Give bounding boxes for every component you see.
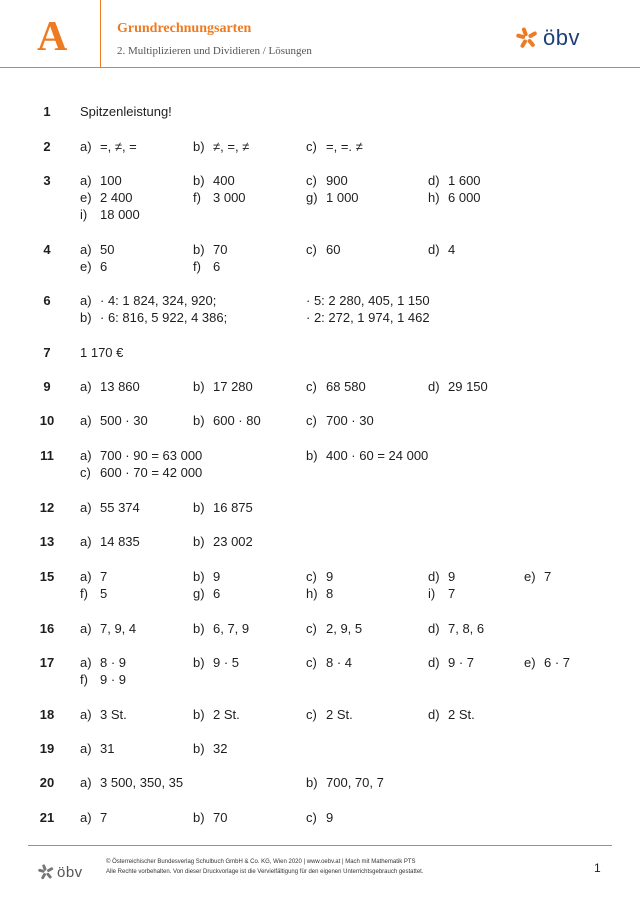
answer-value: 3 000 bbox=[213, 190, 246, 205]
answer-cell bbox=[306, 448, 428, 463]
answer-value: 7, 8, 6 bbox=[448, 621, 485, 636]
page-number: 1 bbox=[594, 861, 601, 875]
answer-cell bbox=[428, 621, 484, 636]
answer-value: 50 bbox=[100, 242, 115, 257]
answer-value: · 5: 2 280, 405, 1 150 bbox=[306, 293, 430, 308]
task-number: 9 bbox=[43, 379, 51, 394]
answer-label: e) bbox=[524, 655, 536, 670]
answer-cell bbox=[193, 139, 249, 154]
solution-line bbox=[80, 190, 620, 207]
answer-cell bbox=[306, 707, 353, 722]
task-number: 16 bbox=[39, 621, 55, 636]
logo-text: öbv bbox=[543, 25, 580, 50]
answer-cell bbox=[193, 569, 220, 584]
answer-value: 31 bbox=[100, 741, 115, 756]
answer-value: 2, 9, 5 bbox=[326, 621, 363, 636]
answer-value: =, ≠, = bbox=[100, 139, 137, 154]
task-number: 3 bbox=[43, 173, 51, 188]
answer-value: 700 · 30 bbox=[326, 413, 374, 428]
answer-value: 68 580 bbox=[326, 379, 366, 394]
answer-label: a) bbox=[80, 173, 92, 188]
answer-value: 1 000 bbox=[326, 190, 359, 205]
answer-value: 7, 9, 4 bbox=[100, 621, 137, 636]
answer-label: f) bbox=[193, 190, 201, 205]
answer-label: a) bbox=[80, 569, 92, 584]
answer-label: a) bbox=[80, 775, 92, 790]
answer-cell bbox=[80, 207, 140, 222]
answer-cell bbox=[306, 810, 333, 825]
answer-label: b) bbox=[193, 379, 205, 394]
answer-cell bbox=[80, 621, 136, 636]
answer-cell bbox=[80, 259, 107, 274]
answer-cell bbox=[80, 413, 148, 428]
page-subtitle: 2. Multiplizieren und Dividieren / Lösungen bbox=[117, 45, 312, 57]
answer-label: d) bbox=[428, 707, 440, 722]
answer-value: 7 bbox=[100, 569, 108, 584]
solution-line bbox=[80, 672, 620, 689]
answer-cell bbox=[524, 569, 551, 584]
task-number: 7 bbox=[43, 345, 51, 360]
answer-label: b) bbox=[193, 655, 205, 670]
chapter-letter: A bbox=[37, 14, 68, 60]
answer-value: 9 · 5 bbox=[213, 655, 240, 670]
answer-value: 900 bbox=[326, 173, 348, 188]
answer-value: 600 · 80 bbox=[213, 413, 261, 428]
solution-line bbox=[80, 569, 620, 586]
answer-value: 6, 7, 9 bbox=[213, 621, 250, 636]
answer-cell bbox=[193, 190, 246, 205]
answer-cell bbox=[80, 569, 107, 584]
answer-label: i) bbox=[80, 207, 88, 222]
answer-cell bbox=[80, 810, 107, 825]
answer-cell bbox=[428, 242, 455, 257]
solution-line bbox=[80, 741, 620, 758]
answer-value: 9 · 9 bbox=[100, 672, 127, 687]
answer-cell bbox=[306, 775, 384, 790]
answer-label: a) bbox=[80, 534, 92, 549]
task-number: 2 bbox=[43, 139, 51, 154]
answer-label: a) bbox=[80, 379, 92, 394]
answer-label: b) bbox=[193, 500, 205, 515]
solution-line bbox=[80, 242, 620, 259]
answer-label: b) bbox=[193, 534, 205, 549]
answer-cell bbox=[193, 379, 253, 394]
answer-label: c) bbox=[306, 379, 317, 394]
answer-value: 2 St. bbox=[448, 707, 475, 722]
task-number: 10 bbox=[39, 413, 55, 428]
answer-value: 2 400 bbox=[100, 190, 133, 205]
answer-cell bbox=[193, 413, 261, 428]
answer-value: 9 bbox=[213, 569, 221, 584]
answer-label: b) bbox=[80, 310, 92, 325]
answer-cell bbox=[428, 379, 488, 394]
answer-label: c) bbox=[306, 707, 317, 722]
answer-cell bbox=[306, 310, 430, 325]
answer-cell bbox=[80, 379, 140, 394]
solution-line bbox=[80, 259, 620, 276]
footer-rule bbox=[28, 845, 612, 846]
rights-line: Alle Rechte vorbehalten. Von dieser Druckvorlage ist die Vervielfältigung für den eigenen Unterrichtsgebrauch gestattet. bbox=[106, 869, 424, 875]
answer-cell bbox=[306, 569, 333, 584]
solution-line bbox=[80, 293, 620, 310]
solution-line bbox=[80, 207, 620, 224]
footer-logo-text: öbv bbox=[57, 863, 83, 881]
solution-line bbox=[80, 465, 620, 482]
answer-label: f) bbox=[80, 586, 88, 601]
task-number: 20 bbox=[39, 775, 55, 790]
answer-cell bbox=[80, 707, 127, 722]
answer-cell bbox=[306, 655, 352, 670]
answer-label: b) bbox=[193, 413, 205, 428]
answer-value: 5 bbox=[100, 586, 108, 601]
answer-cell bbox=[428, 707, 475, 722]
answer-cell bbox=[193, 621, 249, 636]
answer-cell bbox=[193, 586, 220, 601]
answer-cell bbox=[193, 534, 253, 549]
answer-value: 600 · 70 = 42 000 bbox=[100, 465, 203, 480]
answer-value: 8 · 4 bbox=[326, 655, 353, 670]
solution-line bbox=[80, 586, 620, 603]
answer-value: 70 bbox=[213, 242, 228, 257]
answer-label: c) bbox=[306, 173, 317, 188]
answer-value: 60 bbox=[326, 242, 341, 257]
answer-value: 6 bbox=[213, 586, 221, 601]
answer-cell bbox=[80, 104, 172, 119]
answer-label: b) bbox=[193, 173, 205, 188]
answer-label: a) bbox=[80, 655, 92, 670]
solution-line bbox=[80, 310, 620, 327]
answer-label: b) bbox=[193, 741, 205, 756]
answer-value: 9 bbox=[326, 810, 334, 825]
answer-value: · 2: 272, 1 974, 1 462 bbox=[306, 310, 430, 325]
answer-cell bbox=[428, 173, 481, 188]
answer-value: =, =. ≠ bbox=[326, 139, 363, 154]
task-number: 11 bbox=[40, 448, 54, 463]
answer-cell bbox=[193, 655, 239, 670]
task-number: 19 bbox=[39, 741, 55, 756]
answer-cell bbox=[306, 242, 340, 257]
answer-label: c) bbox=[306, 139, 317, 154]
task-number: 12 bbox=[39, 500, 55, 515]
answer-cell bbox=[80, 242, 114, 257]
answer-cell bbox=[306, 621, 362, 636]
answer-cell bbox=[428, 190, 481, 205]
answer-label: i) bbox=[428, 586, 436, 601]
answer-label: e) bbox=[80, 259, 92, 274]
answer-cell bbox=[80, 293, 216, 308]
answer-label: a) bbox=[80, 810, 92, 825]
answer-label: b) bbox=[306, 775, 318, 790]
answer-value: · 6: 816, 5 922, 4 386; bbox=[100, 310, 228, 325]
solution-line bbox=[80, 448, 620, 465]
answer-value: ≠, =, ≠ bbox=[213, 139, 250, 154]
answer-label: a) bbox=[80, 500, 92, 515]
answer-value: 500 · 30 bbox=[100, 413, 148, 428]
answer-value: 4 bbox=[448, 242, 456, 257]
header-rule bbox=[0, 67, 640, 68]
answer-cell bbox=[80, 741, 114, 756]
task-number: 18 bbox=[39, 707, 55, 722]
answer-cell bbox=[428, 586, 455, 601]
answer-cell bbox=[524, 655, 570, 670]
answer-label: a) bbox=[80, 139, 92, 154]
answer-label: a) bbox=[80, 413, 92, 428]
answer-label: d) bbox=[428, 242, 440, 257]
page-footer bbox=[0, 845, 640, 905]
answer-value: 16 875 bbox=[213, 500, 253, 515]
answer-cell bbox=[193, 500, 253, 515]
solution-line bbox=[80, 173, 620, 190]
answer-label: c) bbox=[80, 465, 91, 480]
answer-value: 700 · 90 = 63 000 bbox=[100, 448, 203, 463]
solution-line bbox=[80, 775, 620, 792]
solution-line bbox=[80, 534, 620, 551]
answer-cell bbox=[80, 310, 227, 325]
answer-cell bbox=[306, 190, 359, 205]
answer-value: 8 bbox=[326, 586, 334, 601]
answer-cell bbox=[80, 534, 140, 549]
solution-line bbox=[80, 500, 620, 517]
answer-cell bbox=[193, 173, 235, 188]
task-number: 6 bbox=[43, 293, 51, 308]
answer-label: f) bbox=[80, 672, 88, 687]
answer-cell bbox=[80, 672, 126, 687]
answer-value: 1 170 € bbox=[80, 345, 124, 360]
asterisk-logo-icon bbox=[38, 864, 54, 880]
solution-line bbox=[80, 139, 620, 156]
answer-value: 2 St. bbox=[326, 707, 353, 722]
task-number: 13 bbox=[39, 534, 55, 549]
header-divider-vertical bbox=[100, 0, 101, 68]
answer-label: c) bbox=[306, 621, 317, 636]
answer-value: 3 500, 350, 35 bbox=[100, 775, 184, 790]
answer-value: 23 002 bbox=[213, 534, 253, 549]
answer-value: 8 · 9 bbox=[100, 655, 127, 670]
answer-cell bbox=[80, 465, 202, 480]
solution-line bbox=[80, 707, 620, 724]
task-number: 15 bbox=[39, 569, 55, 584]
answer-label: h) bbox=[428, 190, 440, 205]
answer-label: d) bbox=[428, 569, 440, 584]
answer-label: a) bbox=[80, 741, 92, 756]
answer-label: d) bbox=[428, 173, 440, 188]
answer-label: c) bbox=[306, 810, 317, 825]
answer-value: 70 bbox=[213, 810, 228, 825]
answer-cell bbox=[306, 293, 430, 308]
answer-value: 2 St. bbox=[213, 707, 240, 722]
answer-cell bbox=[193, 741, 227, 756]
answer-label: e) bbox=[524, 569, 536, 584]
answer-value: 100 bbox=[100, 173, 122, 188]
answer-cell bbox=[428, 569, 455, 584]
solution-line bbox=[80, 413, 620, 430]
answer-label: c) bbox=[306, 413, 317, 428]
answer-value: 9 · 7 bbox=[448, 655, 475, 670]
answer-label: a) bbox=[80, 707, 92, 722]
answer-cell bbox=[80, 775, 183, 790]
answer-cell bbox=[80, 173, 122, 188]
answer-value: 700, 70, 7 bbox=[326, 775, 384, 790]
copyright-line: © Österreichischer Bundesverlag Schulbuch GmbH & Co. KG, Wien 2020 | www.oebv.at | Mach mit Mathematik PTS bbox=[106, 859, 416, 865]
page-title: Grundrechnungsarten bbox=[117, 21, 252, 36]
answer-label: b) bbox=[193, 621, 205, 636]
answer-label: a) bbox=[80, 621, 92, 636]
answer-cell bbox=[193, 810, 227, 825]
answer-value: 400 · 60 = 24 000 bbox=[326, 448, 429, 463]
answer-cell bbox=[306, 173, 348, 188]
answer-value: 32 bbox=[213, 741, 228, 756]
answer-label: b) bbox=[193, 810, 205, 825]
answer-label: b) bbox=[306, 448, 318, 463]
answer-value: 6 · 7 bbox=[544, 655, 571, 670]
answer-label: d) bbox=[428, 379, 440, 394]
answer-value: 6 bbox=[100, 259, 108, 274]
answer-label: b) bbox=[193, 242, 205, 257]
answer-label: e) bbox=[80, 190, 92, 205]
answer-value: 7 bbox=[448, 586, 456, 601]
page-header bbox=[0, 0, 640, 68]
answer-cell bbox=[428, 655, 474, 670]
answer-label: c) bbox=[306, 569, 317, 584]
answer-cell bbox=[80, 448, 202, 463]
answer-cell bbox=[193, 707, 240, 722]
answer-cell bbox=[80, 139, 137, 154]
answer-label: b) bbox=[193, 707, 205, 722]
answer-value: 17 280 bbox=[213, 379, 253, 394]
answer-cell bbox=[80, 345, 123, 360]
footer-logo bbox=[38, 864, 83, 880]
solution-line bbox=[80, 104, 620, 121]
solution-line bbox=[80, 655, 620, 672]
answer-cell bbox=[80, 500, 140, 515]
answer-value: 6 000 bbox=[448, 190, 481, 205]
answer-label: d) bbox=[428, 655, 440, 670]
task-number: 1 bbox=[43, 104, 51, 119]
answer-cell bbox=[80, 190, 133, 205]
answer-value: 13 860 bbox=[100, 379, 140, 394]
answer-value: · 4: 1 824, 324, 920; bbox=[100, 293, 217, 308]
answer-value: 14 835 bbox=[100, 534, 140, 549]
answer-value: 7 bbox=[544, 569, 552, 584]
answer-label: a) bbox=[80, 448, 92, 463]
answer-label: c) bbox=[306, 242, 317, 257]
answer-cell bbox=[193, 242, 227, 257]
answer-value: 9 bbox=[326, 569, 334, 584]
answer-value: 400 bbox=[213, 173, 235, 188]
answer-value: 55 374 bbox=[100, 500, 140, 515]
answer-value: 9 bbox=[448, 569, 456, 584]
answer-value: 6 bbox=[213, 259, 221, 274]
answer-label: d) bbox=[428, 621, 440, 636]
answer-value: 29 150 bbox=[448, 379, 488, 394]
answer-label: b) bbox=[193, 569, 205, 584]
answer-value: 18 000 bbox=[100, 207, 140, 222]
answer-label: c) bbox=[306, 655, 317, 670]
solution-line bbox=[80, 810, 620, 827]
answer-value: 7 bbox=[100, 810, 108, 825]
answer-label: h) bbox=[306, 586, 318, 601]
publisher-logo bbox=[516, 27, 580, 49]
answer-cell bbox=[306, 413, 374, 428]
task-number: 17 bbox=[39, 655, 55, 670]
answer-cell bbox=[80, 586, 107, 601]
answer-value: Spitzenleistung! bbox=[80, 104, 172, 119]
answer-cell bbox=[193, 259, 220, 274]
answer-cell bbox=[306, 586, 333, 601]
answer-label: a) bbox=[80, 293, 92, 308]
answer-cell bbox=[306, 379, 366, 394]
task-number: 4 bbox=[43, 242, 51, 257]
solution-line bbox=[80, 621, 620, 638]
answer-label: g) bbox=[306, 190, 318, 205]
solution-line bbox=[80, 345, 620, 362]
answer-cell bbox=[306, 139, 363, 154]
answer-label: g) bbox=[193, 586, 205, 601]
answer-label: b) bbox=[193, 139, 205, 154]
solution-line bbox=[80, 379, 620, 396]
answer-value: 3 St. bbox=[100, 707, 127, 722]
asterisk-logo-icon bbox=[516, 27, 538, 49]
answer-label: a) bbox=[80, 242, 92, 257]
task-number: 21 bbox=[39, 810, 55, 825]
answer-label: f) bbox=[193, 259, 201, 274]
answer-value: 1 600 bbox=[448, 173, 481, 188]
answer-cell bbox=[80, 655, 126, 670]
